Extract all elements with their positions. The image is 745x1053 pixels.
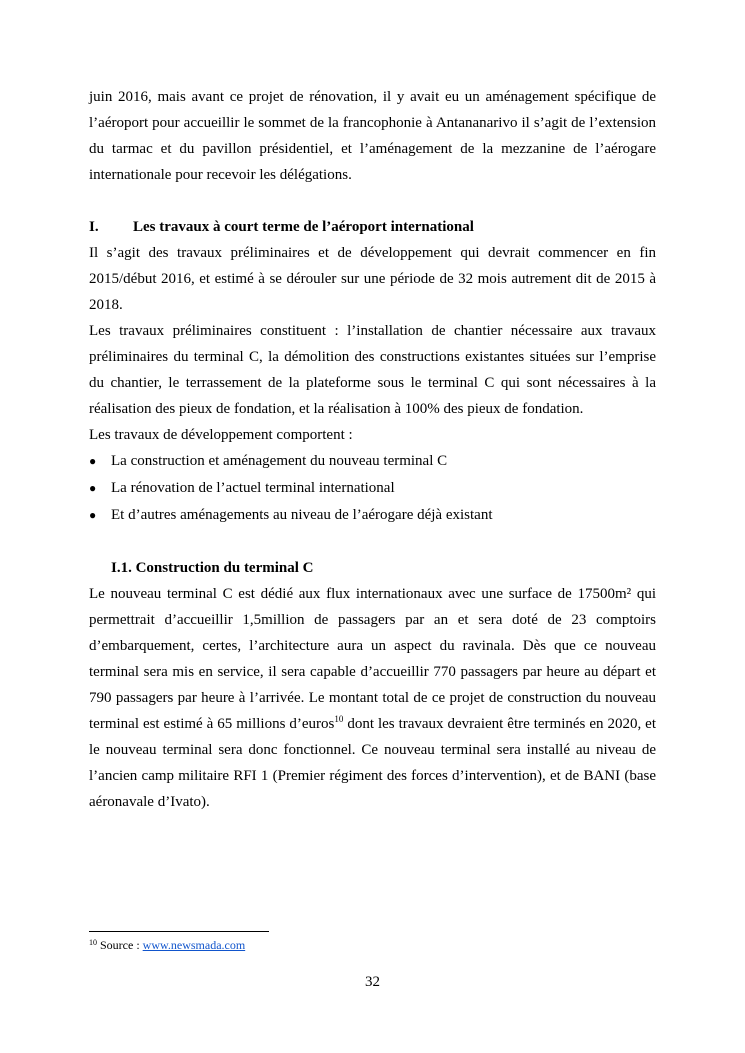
subsection-text-part-1: Le nouveau terminal C est dédié aux flux internationaux avec une surface de 17500m² qui permettrait d’accueillir 1,5million de passagers par an et sera doté de 23 comptoirs d’embarquement, certes, l’architecture aura un aspect du ravinala. Dès que ce nouveau terminal sera mis en service, il sera capable d’accueillir 770 passagers par heure au départ et 790 passagers par heure à l’arrivée. Le montant total de ce projet de construction du nouveau terminal est estimé à 65 millions d’euros: [89, 586, 656, 732]
bullet-list: [89, 448, 656, 529]
list-item-text: Et d’autres aménagements au niveau de l’aérogare déjà existant: [111, 507, 493, 523]
list-item-text: La rénovation de l’actuel terminal international: [111, 480, 395, 496]
subsection-paragraph: [89, 581, 656, 815]
section-title: Les travaux à court terme de l’aéroport international: [133, 219, 474, 235]
list-item: [89, 475, 656, 502]
intro-paragraph: juin 2016, mais avant ce projet de rénovation, il y avait eu un aménagement spécifique de l’aéroport pour accueillir le sommet de la francophonie à Antananarivo il s’agit de l’extension du tarmac et du pavillon présidentiel, et l’aménagement de la mezzanine de l’aérogare internationale pour recevoir les délégations.: [89, 89, 656, 183]
page-body: [89, 84, 656, 815]
section-paragraph-1: Il s’agit des travaux préliminaires et de développement qui devrait commencer en fin 2015/début 2016, et estimé à se dérouler sur une période de 32 mois autrement dit de 2015 à 2018.: [89, 245, 656, 313]
paragraph-spacer: [89, 529, 656, 555]
paragraph-spacer: [89, 188, 656, 214]
list-item-text: La construction et aménagement du nouveau terminal C: [111, 453, 448, 469]
section-number: I.: [89, 219, 99, 235]
footnote-reference[interactable]: 10: [334, 714, 344, 724]
list-item: [89, 502, 656, 529]
bullet-icon: ●: [89, 454, 97, 468]
page-number: 32: [365, 974, 380, 990]
subsection-text-part-2: dont les travaux devraient être terminés en 2020, et le nouveau terminal sera donc fonctionnel. Ce nouveau terminal sera installé au niveau de l’ancien camp militaire RFI 1 (Premier régiment des forces d’intervention), et de BANI (base aéronavale d’Ivato).: [89, 716, 656, 810]
list-item: [89, 448, 656, 475]
footnote-separator: [89, 931, 269, 932]
section-heading: [89, 214, 656, 240]
bullet-icon: ●: [89, 481, 97, 495]
subsection-title: I.1. Construction du terminal C: [111, 560, 314, 576]
list-intro: Les travaux de développement comportent :: [89, 427, 353, 443]
section-paragraph-2: Les travaux préliminaires constituent : l’installation de chantier nécessaire aux travaux préliminaires du terminal C, la démolition des constructions existantes situées sur l’emprise du chantier, le terrassement de la plateforme sous le terminal C qui sont nécessaires à la réalisation des pieux de fondation, et la réalisation à 100% des pieux de fondation.: [89, 323, 656, 417]
bullet-icon: ●: [89, 508, 97, 522]
footnote-label: Source :: [97, 938, 143, 952]
footnote-number: 10: [89, 938, 97, 947]
footnote-link[interactable]: www.newsmada.com: [142, 938, 246, 952]
footnote: [89, 938, 245, 952]
